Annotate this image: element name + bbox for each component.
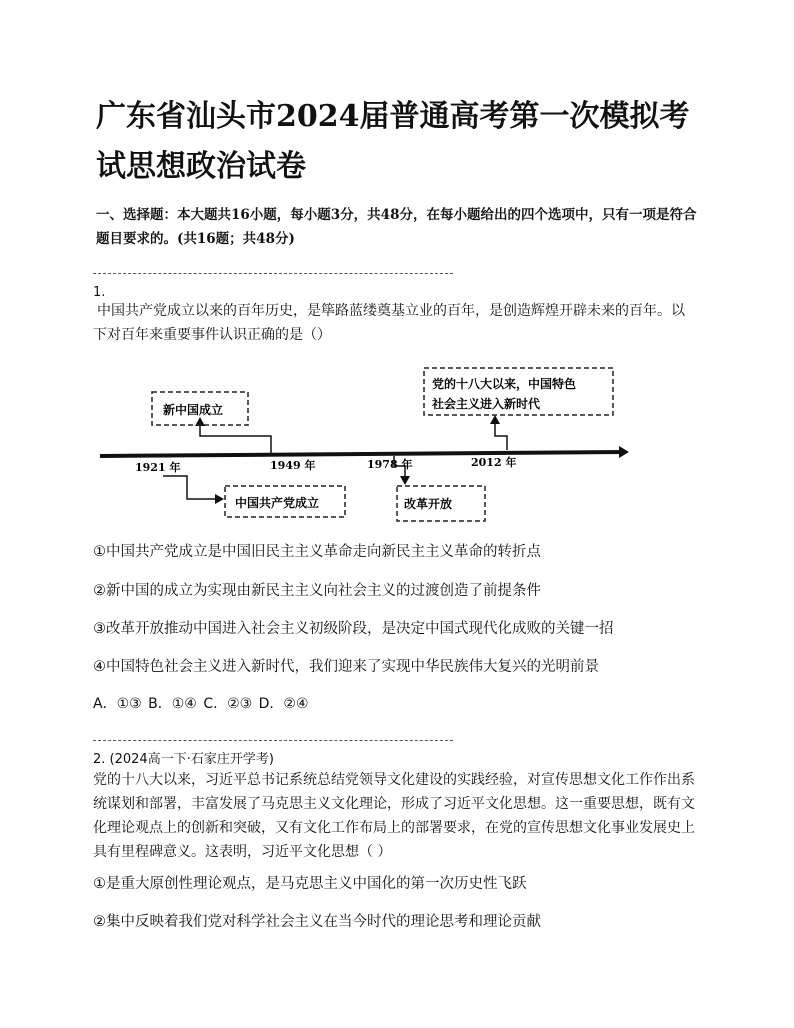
choice-d[interactable]: D．②④ — [258, 696, 309, 712]
question-1-option-3: ③改革开放推动中国进入社会主义初级阶段，是决定中国式现代化成败的关键一招 — [93, 621, 614, 637]
separator-line — [93, 740, 453, 741]
arrow-1978 — [400, 476, 410, 485]
connector-1949 — [200, 424, 271, 453]
choice-b[interactable]: B．①④ — [148, 696, 197, 712]
year-label-2012: 2012 年 — [471, 456, 517, 469]
question-1-choices — [93, 694, 311, 714]
timeline-axis — [100, 452, 625, 456]
section-heading: 一、选择题：本大题共16小题，每小题3分，共48分，在每小题给出的四个选项中，只有一项是符合题目要求的。(共16题；共48分) — [96, 207, 697, 247]
question-1-option-4: ④中国特色社会主义进入新时代，我们迎来了实现中华民族伟大复兴的光明前景 — [93, 659, 599, 675]
event-1978-label: 改革开放 — [404, 497, 453, 511]
event-1949-label: 新中国成立 — [163, 403, 224, 417]
timeline-arrowhead — [619, 446, 629, 458]
document-title: 广东省汕头市2024届普通高考第一次模拟考试思想政治试卷 — [96, 99, 690, 184]
question-number-2: 2. (2024高一下·石家庄开学考) — [93, 752, 274, 767]
question-2-option-1: ①是重大原创性理论观点，是马克思主义中国化的第一次历史性飞跃 — [93, 876, 527, 892]
choice-a[interactable]: A．①③ — [93, 696, 142, 712]
question-2-stem: 党的十八大以来，习近平总书记系统总结党领导文化建设的实践经验，对宣传思想文化工作作出系统谋划和部署，丰富发展了马克思主义文化理论，形成了习近平文化思想。这一重要思想，既有文化理论观点上的创新和突破，又有文化工作布局上的部署要求，在党的宣传思想文化事业发展史上具有里程碑意义。这表明，习近平文化思想（ ） — [93, 772, 695, 860]
year-label-1949: 1949 年 — [270, 459, 316, 472]
separator-line — [93, 273, 453, 274]
event-1921-label: 中国共产党成立 — [235, 496, 320, 510]
choice-c[interactable]: C．②③ — [203, 696, 253, 712]
year-label-1921: 1921 年 — [135, 461, 181, 474]
question-2-option-2: ②集中反映着我们党对科学社会主义在当今时代的理论思考和理论贡献 — [93, 914, 541, 930]
event-2012-label-1: 党的十八大以来，中国特色 — [432, 377, 577, 391]
year-label-1978: 1978 年 — [367, 458, 413, 471]
event-2012-label-2: 社会主义进入新时代 — [432, 397, 541, 411]
question-number-1: 1. — [93, 285, 106, 300]
question-1-stem: 中国共产党成立以来的百年历史，是筚路蓝缕奠基立业的百年，是创造辉煌开辟未来的百年。以下对百年来重要事件认识正确的是（） — [93, 303, 685, 343]
connector-1921 — [163, 476, 217, 499]
connector-2012 — [495, 422, 507, 450]
arrow-2012 — [490, 415, 500, 424]
question-1-option-2: ②新中国的成立为实现由新民主主义向社会主义的过渡创造了前提条件 — [93, 583, 541, 599]
question-1-option-1: ①中国共产党成立是中国旧民主主义革命走向新民主主义革命的转折点 — [93, 544, 541, 560]
timeline-figure — [95, 358, 655, 533]
arrow-1921 — [215, 494, 224, 504]
